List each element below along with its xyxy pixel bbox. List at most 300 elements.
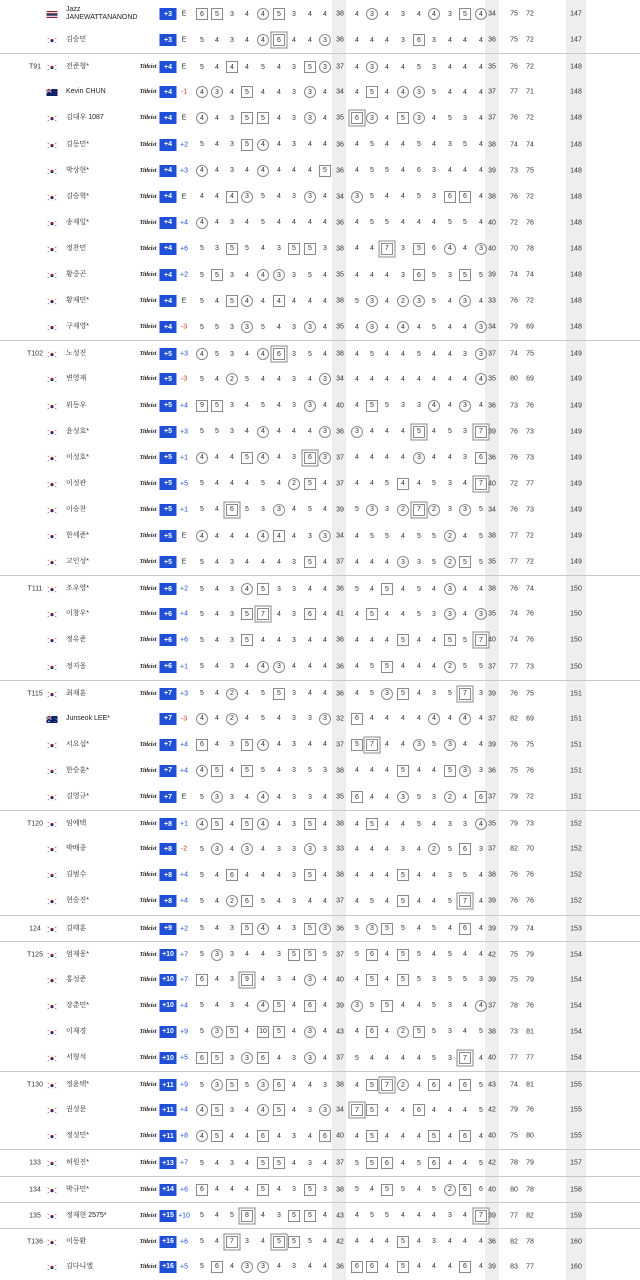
table-row[interactable] [0, 340, 640, 367]
hole-score: 5 [241, 86, 253, 98]
hole-score: 4 [355, 10, 359, 18]
total-strokes: 147 [570, 36, 582, 44]
table-row[interactable] [0, 1097, 640, 1123]
table-row[interactable] [0, 706, 640, 732]
table-row[interactable] [0, 1019, 640, 1045]
table-row[interactable] [0, 1045, 640, 1071]
hole-score: 3 [308, 1159, 312, 1167]
hole-score: 4 [448, 715, 452, 723]
round2-score: 77 [526, 1263, 534, 1271]
table-row[interactable] [0, 314, 640, 340]
hole-score: 5 [432, 741, 436, 749]
table-row[interactable] [0, 1, 640, 27]
table-row[interactable] [0, 366, 640, 392]
round2-score: 72 [526, 558, 534, 566]
round2-score: 73 [526, 663, 534, 670]
hole-score: 4 [385, 63, 389, 71]
total-strokes: 148 [570, 193, 582, 201]
hole-score: 3 [459, 400, 471, 412]
flag-icon [47, 788, 58, 806]
hole-score: 3 [479, 690, 483, 698]
hole-score: 3 [366, 321, 378, 333]
table-row[interactable] [0, 862, 640, 888]
table-row[interactable] [0, 288, 640, 314]
hole-score: 4 [245, 715, 249, 723]
table-row[interactable] [0, 915, 640, 942]
hole-score: 4 [323, 10, 327, 18]
hole-score: 4 [245, 36, 249, 44]
hole-score: 4 [355, 610, 359, 618]
hole-score: 3 [241, 191, 253, 203]
hole-score: 5 [261, 715, 265, 723]
hole-score: 6 [413, 1104, 425, 1116]
total-to-par-badge: +16 [160, 1261, 177, 1273]
flag-icon [47, 109, 58, 127]
hole-score: 4 [479, 741, 483, 749]
table-row[interactable] [0, 419, 640, 445]
hole-score: 5 [241, 765, 253, 777]
player-name: 김동민* [66, 140, 90, 148]
table-row[interactable] [0, 941, 640, 968]
in-total: 40 [488, 636, 496, 644]
hole-score: 4 [385, 88, 389, 96]
total-to-par-badge: +6 [160, 661, 177, 673]
hole-score: 3 [413, 295, 425, 307]
table-row[interactable] [0, 993, 640, 1019]
flag-icon [47, 971, 58, 989]
player-name: 이동환 [66, 1237, 87, 1245]
hole-score: 5 [257, 583, 269, 595]
hole-score: 2 [444, 661, 456, 673]
hole-score: 4 [215, 1002, 219, 1010]
hole-score: 4 [323, 1159, 327, 1167]
in-total: 34 [488, 10, 496, 18]
hole-score: 3 [230, 141, 234, 148]
hole-score: 4 [245, 350, 249, 358]
out-total: 33 [336, 845, 344, 853]
total-to-par-badge: +7 [160, 713, 177, 725]
hole-score: 3 [292, 897, 296, 905]
hole-score: 5 [417, 532, 421, 540]
out-total: 37 [336, 63, 344, 71]
hole-score: 4 [292, 167, 296, 175]
round2-score: 78 [526, 1238, 534, 1246]
in-total: 39 [488, 428, 496, 436]
round1-score: 77 [510, 532, 518, 540]
hole-score: 4 [245, 871, 249, 879]
table-row[interactable] [0, 575, 640, 602]
hole-score: 3 [292, 767, 296, 775]
table-row[interactable] [0, 236, 640, 262]
round-to-par: +6 [180, 636, 188, 644]
round1-score: 73 [510, 1028, 518, 1036]
table-row[interactable] [0, 393, 640, 419]
player-name: 조우영* [66, 585, 90, 593]
hole-score: 4 [245, 167, 249, 175]
player-name: 구재영* [66, 323, 90, 331]
sponsor-logo: Titleist [139, 611, 157, 618]
in-total: 38 [488, 141, 496, 148]
hole-score: 4 [277, 820, 281, 828]
table-row[interactable] [0, 654, 640, 680]
table-row[interactable] [0, 627, 640, 653]
sponsor-logo: Titleist [139, 1002, 157, 1009]
hole-score: 3 [241, 843, 253, 855]
hole-score: 4 [292, 1159, 296, 1167]
hole-score: 5 [432, 1054, 436, 1062]
total-to-par-badge: +13 [160, 1157, 177, 1169]
table-row[interactable] [0, 105, 640, 131]
total-to-par-badge: +3 [160, 8, 177, 20]
hole-score: 5 [479, 663, 483, 670]
hole-score: 3 [444, 583, 456, 595]
hole-score: 3 [397, 791, 409, 803]
sponsor-logo: Titleist [139, 89, 157, 96]
hole-score: 4 [230, 532, 234, 540]
hole-score: 5 [215, 350, 219, 358]
hole-score: 4 [277, 88, 281, 96]
table-row[interactable] [0, 1202, 640, 1229]
total-strokes: 149 [570, 532, 582, 540]
in-total: 43 [488, 1081, 496, 1089]
sponsor-logo: Titleist [139, 480, 157, 487]
hole-score: 3 [385, 506, 389, 514]
total-strokes: 159 [570, 1212, 582, 1220]
sponsor-logo: Titleist [139, 272, 157, 278]
hole-score: 3 [448, 1054, 452, 1062]
hole-score: 4 [277, 1186, 281, 1193]
hole-score: 5 [413, 426, 425, 438]
hole-score: 6 [413, 34, 425, 46]
player-name: 김영규* [66, 793, 90, 800]
hole-score: 4 [401, 741, 405, 749]
hole-score: 3 [230, 925, 234, 932]
table-row[interactable] [0, 601, 640, 627]
total-strokes: 160 [570, 1263, 582, 1271]
hole-score: 5 [304, 869, 316, 881]
hole-score: 5 [200, 271, 204, 279]
sponsor-logo: Titleist [139, 767, 157, 774]
total-to-par-badge: +4 [160, 269, 177, 281]
hole-score: 2 [397, 504, 409, 516]
hole-score: 5 [304, 556, 316, 568]
hole-score: 6 [459, 923, 471, 935]
hole-score: 4 [261, 245, 265, 253]
sponsor-logo: Titleist [139, 1238, 157, 1245]
player-name: 서형석 [66, 1054, 87, 1061]
player-name: 최재훈 [66, 689, 87, 697]
sponsor-logo: Titleist [139, 376, 157, 383]
table-row[interactable] [0, 680, 640, 707]
total-strokes: 148 [570, 167, 582, 175]
hole-score: 3 [319, 373, 331, 385]
table-row[interactable] [0, 784, 640, 810]
table-row[interactable] [0, 158, 640, 184]
hole-score: 3 [245, 1238, 249, 1246]
table-row[interactable] [0, 967, 640, 993]
sponsor-logo: Titleist [139, 1186, 157, 1193]
round2-score: 82 [526, 1212, 534, 1220]
table-row[interactable] [0, 1149, 640, 1176]
hole-score: 5 [448, 845, 452, 853]
hole-score: 3 [417, 402, 421, 409]
rank-label: T115 [27, 690, 43, 698]
out-total: 36 [336, 690, 344, 698]
total-to-par-badge: +5 [160, 373, 177, 385]
hole-score: 3 [230, 402, 234, 409]
table-row[interactable] [0, 758, 640, 784]
sponsor-logo: Titleist [139, 219, 157, 226]
hole-score: 3 [292, 1263, 296, 1271]
hole-score: 5 [226, 1079, 238, 1091]
hole-score: 5 [200, 1081, 204, 1089]
total-strokes: 149 [570, 506, 582, 514]
hole-score: 4 [277, 610, 281, 618]
hole-score: 4 [215, 193, 219, 201]
hole-score: 4 [417, 845, 421, 853]
hole-score: 3 [448, 820, 452, 828]
hole-score: 6 [459, 1261, 471, 1273]
hole-score: 3 [230, 951, 234, 959]
hole-score: 5 [432, 1186, 436, 1193]
hole-score: 5 [355, 297, 359, 305]
hole-score: 5 [397, 974, 409, 986]
hole-score: 4 [323, 1238, 327, 1246]
in-total: 37 [488, 350, 496, 358]
table-row[interactable] [0, 810, 640, 837]
hole-score: 4 [355, 245, 359, 253]
hole-score: 4 [215, 480, 219, 488]
table-row[interactable] [0, 836, 640, 862]
table-row[interactable] [0, 184, 640, 210]
total-to-par-badge: +7 [160, 765, 177, 777]
hole-score: 2 [444, 530, 456, 542]
hole-score: 4 [245, 690, 249, 698]
hole-score: 3 [273, 661, 285, 673]
hole-score: 4 [245, 480, 249, 488]
hole-score: 4 [196, 713, 208, 725]
hole-score: 3 [230, 428, 234, 436]
hole-score: 5 [200, 585, 204, 593]
hole-score: 3 [304, 1026, 316, 1038]
round1-score: 79 [510, 925, 518, 932]
hole-score: 3 [241, 321, 253, 333]
table-row[interactable] [0, 1254, 640, 1280]
hole-score: 4 [277, 715, 281, 723]
hole-score: 5 [273, 1157, 285, 1169]
hole-score: 4 [401, 141, 405, 148]
round1-score: 75 [510, 36, 518, 44]
hole-score: 4 [241, 583, 253, 595]
hole-score: 4 [257, 139, 269, 151]
table-row[interactable] [0, 1228, 640, 1255]
flag-icon [47, 1233, 58, 1251]
table-row[interactable] [0, 732, 640, 758]
sponsor-logo: Titleist [139, 1160, 157, 1167]
flag-icon [47, 710, 58, 728]
hole-score: 4 [385, 820, 389, 828]
total-strokes: 148 [570, 323, 582, 331]
hole-score: 3 [444, 608, 456, 620]
hole-score: 3 [292, 558, 296, 566]
hole-score: 5 [273, 688, 285, 700]
table-row[interactable] [0, 1176, 640, 1203]
hole-score: 4 [355, 350, 359, 358]
total-to-par-badge: +4 [160, 243, 177, 255]
hole-score: 4 [215, 925, 219, 932]
hole-score: 3 [479, 845, 483, 853]
hole-score: 5 [381, 1184, 393, 1196]
hole-score: 6 [381, 1157, 393, 1169]
round1-score: 83 [510, 1263, 518, 1271]
hole-score: 3 [308, 532, 312, 540]
hole-score: 4 [196, 86, 208, 98]
hole-score: 4 [323, 1054, 327, 1062]
hole-score: 5 [479, 1081, 483, 1089]
hole-score: 4 [257, 426, 269, 438]
total-strokes: 147 [570, 10, 582, 18]
in-total: 39 [488, 1263, 496, 1271]
hole-score: 5 [200, 323, 204, 331]
hole-score: 5 [200, 1238, 204, 1246]
hole-score: 5 [448, 690, 452, 698]
hole-score: 6 [196, 1052, 208, 1064]
hole-score: 4 [417, 1081, 421, 1089]
table-row[interactable] [0, 210, 640, 236]
player-name: 김승혁* [66, 192, 90, 200]
hole-score: 5 [308, 767, 312, 775]
hole-score: 4 [417, 925, 421, 932]
hole-score: 4 [261, 951, 265, 959]
hole-score: 5 [385, 219, 389, 227]
hole-score: 3 [463, 114, 467, 122]
table-row[interactable] [0, 471, 640, 497]
hole-score: 4 [257, 452, 269, 464]
hole-score: 5 [273, 1104, 285, 1116]
out-total: 37 [336, 1159, 344, 1167]
table-row[interactable] [0, 549, 640, 575]
hole-score: 4 [245, 10, 249, 18]
hole-score: 3 [432, 1238, 436, 1246]
hole-score: 4 [277, 428, 281, 436]
round-to-par: -3 [180, 375, 188, 383]
table-row[interactable] [0, 79, 640, 105]
sponsor-logo: Titleist [139, 741, 157, 748]
hole-score: 4 [479, 36, 483, 44]
hole-score: 4 [479, 219, 483, 227]
round1-score: 74 [510, 636, 518, 644]
hole-score: 4 [215, 690, 219, 698]
in-total: 35 [488, 63, 496, 71]
hole-score: 6 [475, 452, 487, 464]
hole-score: 3 [432, 610, 436, 618]
player-name: Junseok LEE* [66, 714, 110, 722]
hole-score: 5 [308, 1238, 312, 1246]
hole-score: 5 [366, 1079, 378, 1091]
round-to-par: +3 [180, 167, 188, 175]
hole-score: 5 [241, 923, 253, 935]
hole-score: 3 [351, 1000, 363, 1012]
hole-score: 4 [292, 297, 296, 305]
table-row[interactable] [0, 1123, 640, 1149]
flag-icon [47, 527, 58, 545]
hole-score: 5 [211, 1104, 223, 1116]
table-row[interactable] [0, 27, 640, 53]
hole-score: 6 [351, 791, 363, 803]
hole-score: 4 [463, 1238, 467, 1246]
hole-score: 4 [401, 585, 405, 593]
hole-score: 5 [432, 88, 436, 96]
hole-score: 4 [257, 165, 269, 177]
hole-score: 2 [428, 504, 440, 516]
hole-score: 4 [370, 1186, 374, 1193]
hole-score: 4 [215, 1159, 219, 1167]
hole-score: 5 [355, 585, 359, 593]
table-row[interactable] [0, 497, 640, 523]
player-name: 정지웅 [66, 662, 87, 670]
flag-icon [47, 1207, 58, 1225]
hole-score: 4 [479, 141, 483, 148]
out-total: 42 [336, 1238, 344, 1246]
sponsor-logo: Titleist [139, 402, 157, 409]
total-strokes: 148 [570, 88, 582, 96]
player-name: 황재민* [66, 297, 90, 305]
hole-score: 3 [448, 10, 452, 18]
hole-score: 3 [292, 610, 296, 618]
hole-score: 3 [319, 426, 331, 438]
hole-score: 4 [355, 167, 359, 175]
round-to-par: +1 [180, 663, 188, 670]
round2-score: 76 [526, 636, 534, 644]
hole-score: 5 [226, 295, 238, 307]
table-row[interactable] [0, 53, 640, 80]
flag-icon [47, 580, 58, 598]
total-strokes: 154 [570, 951, 582, 959]
flag-icon [47, 1023, 58, 1041]
hole-score: 4 [196, 452, 208, 464]
hole-score: 3 [230, 323, 234, 331]
hole-score: 4 [475, 373, 487, 385]
hole-score: 4 [385, 428, 389, 436]
hole-score: 3 [401, 245, 405, 253]
total-to-par-badge: +11 [160, 1079, 177, 1091]
hole-score: 4 [370, 375, 374, 383]
table-row[interactable] [0, 523, 640, 549]
flag-icon [47, 1181, 58, 1199]
table-row[interactable] [0, 445, 640, 471]
round2-score: 73 [526, 428, 534, 436]
hole-score: 5 [448, 976, 452, 984]
round-to-par: +4 [180, 871, 188, 879]
hole-score: 4 [459, 713, 471, 725]
table-row[interactable] [0, 888, 640, 914]
table-row[interactable] [0, 262, 640, 288]
total-strokes: 151 [570, 690, 582, 698]
table-row[interactable] [0, 132, 640, 158]
total-strokes: 155 [570, 1132, 582, 1140]
flag-icon [47, 736, 58, 754]
hole-score: 7 [413, 504, 425, 516]
hole-score: 4 [428, 8, 440, 20]
hole-score: 4 [355, 690, 359, 698]
table-row[interactable] [0, 1071, 640, 1098]
round2-score: 74 [526, 585, 534, 593]
hole-score: 4 [323, 297, 327, 305]
hole-score: 5 [211, 1052, 223, 1064]
hole-score: 3 [230, 663, 234, 670]
sponsor-logo: Titleist [139, 64, 157, 71]
player-name: 고인성* [66, 558, 90, 566]
